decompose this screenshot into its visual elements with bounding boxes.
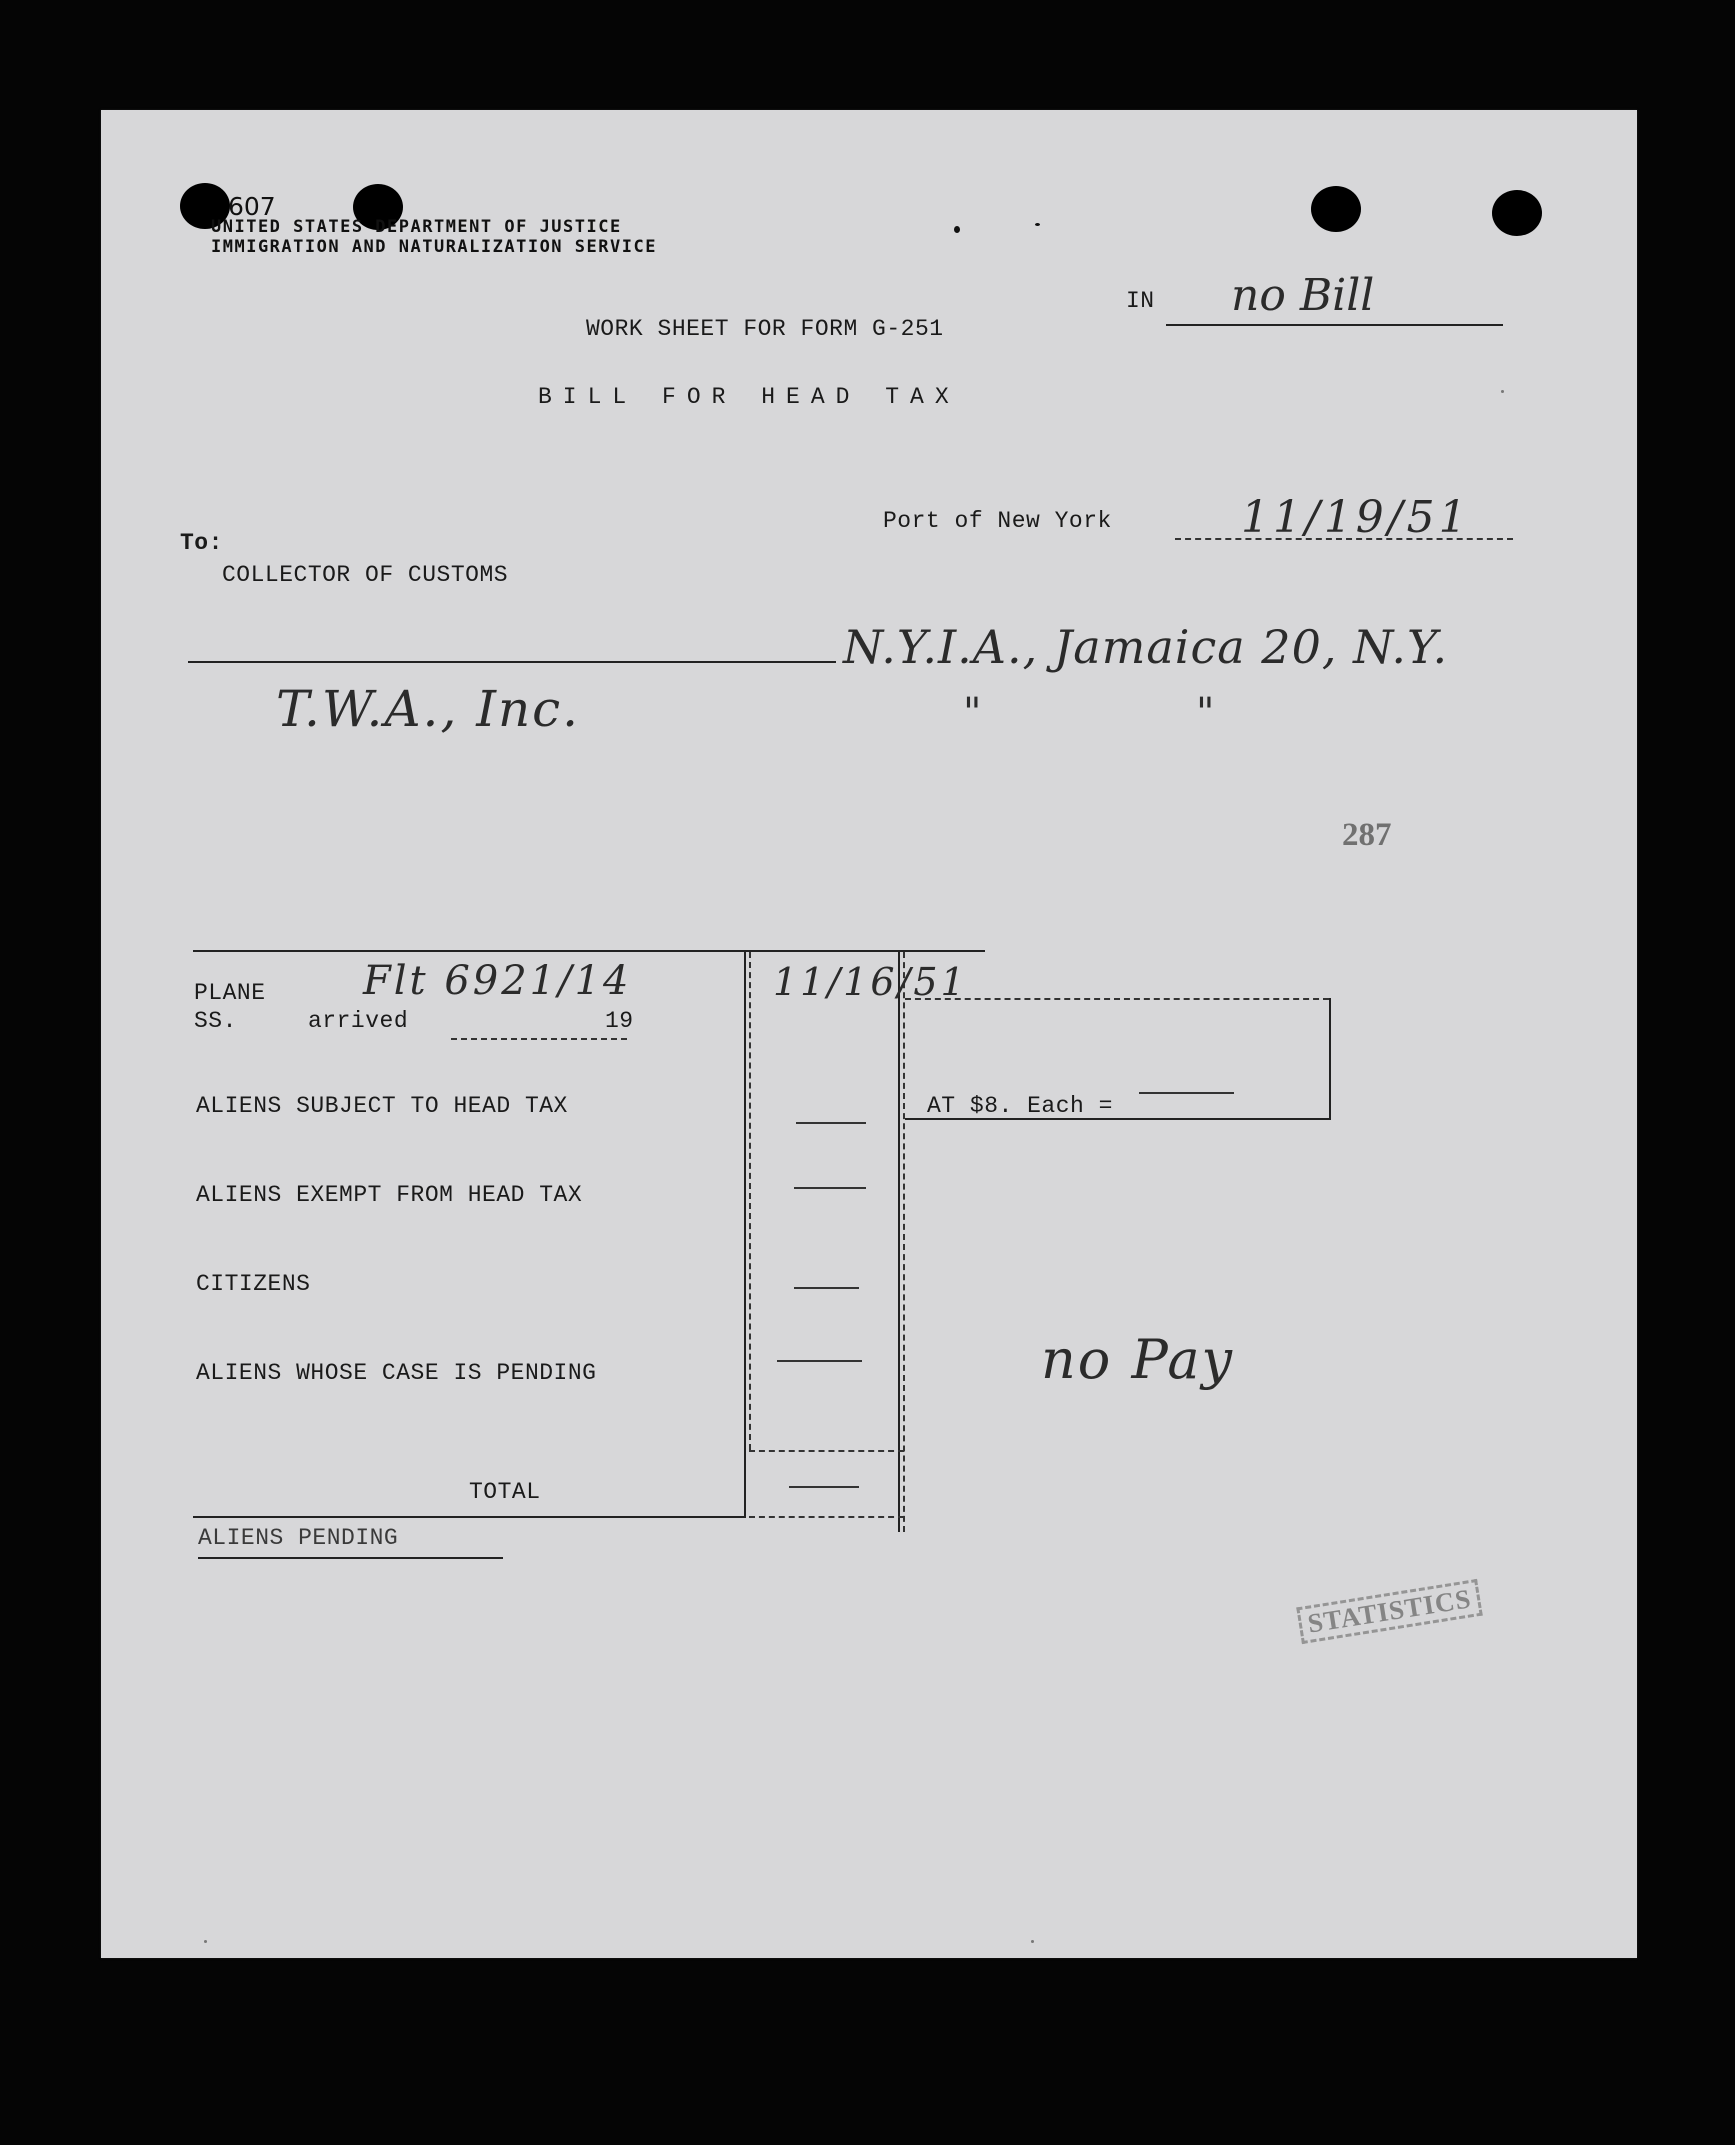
- row-label-citizens: CITIZENS: [196, 1271, 311, 1297]
- sheet-number: 287: [1342, 817, 1392, 853]
- rate-label: AT $8. Each =: [927, 1093, 1113, 1119]
- row-value-exempt: [794, 1187, 866, 1189]
- mark-dot: [954, 226, 960, 233]
- speck: [204, 1940, 207, 1943]
- row-label-subject: ALIENS SUBJECT TO HEAD TAX: [196, 1093, 568, 1119]
- bill-title: BILL FOR HEAD TAX: [538, 384, 960, 410]
- ditto-mark-1: ": [963, 690, 982, 736]
- ss-label: SS.: [194, 1008, 237, 1034]
- total-label: TOTAL: [469, 1479, 541, 1505]
- plane-label: PLANE: [194, 980, 266, 1006]
- form-number: 607: [228, 192, 276, 221]
- rate-value: [1139, 1092, 1234, 1094]
- table-divider-right-b: [903, 952, 905, 1532]
- port-label: Port of New York: [883, 508, 1112, 534]
- ditto-mark-2: ": [1196, 690, 1215, 736]
- carrier-handwritten: T.W.A., Inc.: [276, 680, 581, 738]
- table-bottom-border-right: [749, 1516, 904, 1518]
- agency-line-2: IMMIGRATION AND NATURALIZATION SERVICE: [211, 237, 657, 257]
- arrived-label: arrived: [308, 1008, 409, 1034]
- total-top-rule: [749, 1450, 904, 1452]
- in-underline: [1166, 324, 1503, 326]
- row-label-pending: ALIENS WHOSE CASE IS PENDING: [196, 1360, 597, 1386]
- arrival-date-handwritten: 11/16/51: [773, 960, 968, 1004]
- rate-box-top: [905, 998, 1329, 1000]
- punch-hole-3: [1311, 186, 1361, 232]
- no-pay-handwritten: no Pay: [1041, 1328, 1235, 1391]
- table-divider-right: [898, 952, 900, 1532]
- arrived-underline: [451, 1038, 627, 1040]
- speck: [1031, 1940, 1034, 1943]
- port-date: 11/19/51: [1241, 492, 1471, 543]
- in-value: no Bill: [1231, 270, 1375, 321]
- table-top-border: [193, 950, 985, 952]
- document-sheet: [101, 110, 1637, 1958]
- table-bottom-border: [193, 1516, 745, 1518]
- year-prefix: 19: [605, 1008, 634, 1034]
- flight-number-handwritten: Flt 6921/14: [363, 958, 632, 1004]
- work-sheet-title: WORK SHEET FOR FORM G-251: [586, 316, 944, 342]
- location-handwritten: N.Y.I.A., Jamaica 20, N.Y.: [843, 620, 1449, 674]
- mark-dot: [1035, 223, 1040, 226]
- rate-box-right: [1329, 998, 1331, 1120]
- in-label: IN: [1126, 288, 1155, 314]
- speck: [1501, 390, 1504, 393]
- aliens-pending-label: ALIENS PENDING: [198, 1525, 399, 1551]
- aliens-pending-underline: [198, 1557, 503, 1559]
- to-label: To:: [180, 530, 223, 556]
- table-divider-middle-a: [749, 952, 751, 1450]
- row-value-subject: [796, 1122, 866, 1124]
- row-value-pending: [777, 1360, 862, 1362]
- statistics-stamp: STATISTICS: [1296, 1579, 1483, 1644]
- agency-line-1: UNITED STATES DEPARTMENT OF JUSTICE: [211, 217, 622, 237]
- row-value-citizens: [794, 1287, 859, 1289]
- table-divider-left: [744, 952, 746, 1518]
- punch-hole-4: [1492, 190, 1542, 236]
- collector-label: COLLECTOR OF CUSTOMS: [222, 562, 509, 588]
- row-label-exempt: ALIENS EXEMPT FROM HEAD TAX: [196, 1182, 583, 1208]
- address-underline: [188, 661, 836, 663]
- total-value: [789, 1486, 859, 1488]
